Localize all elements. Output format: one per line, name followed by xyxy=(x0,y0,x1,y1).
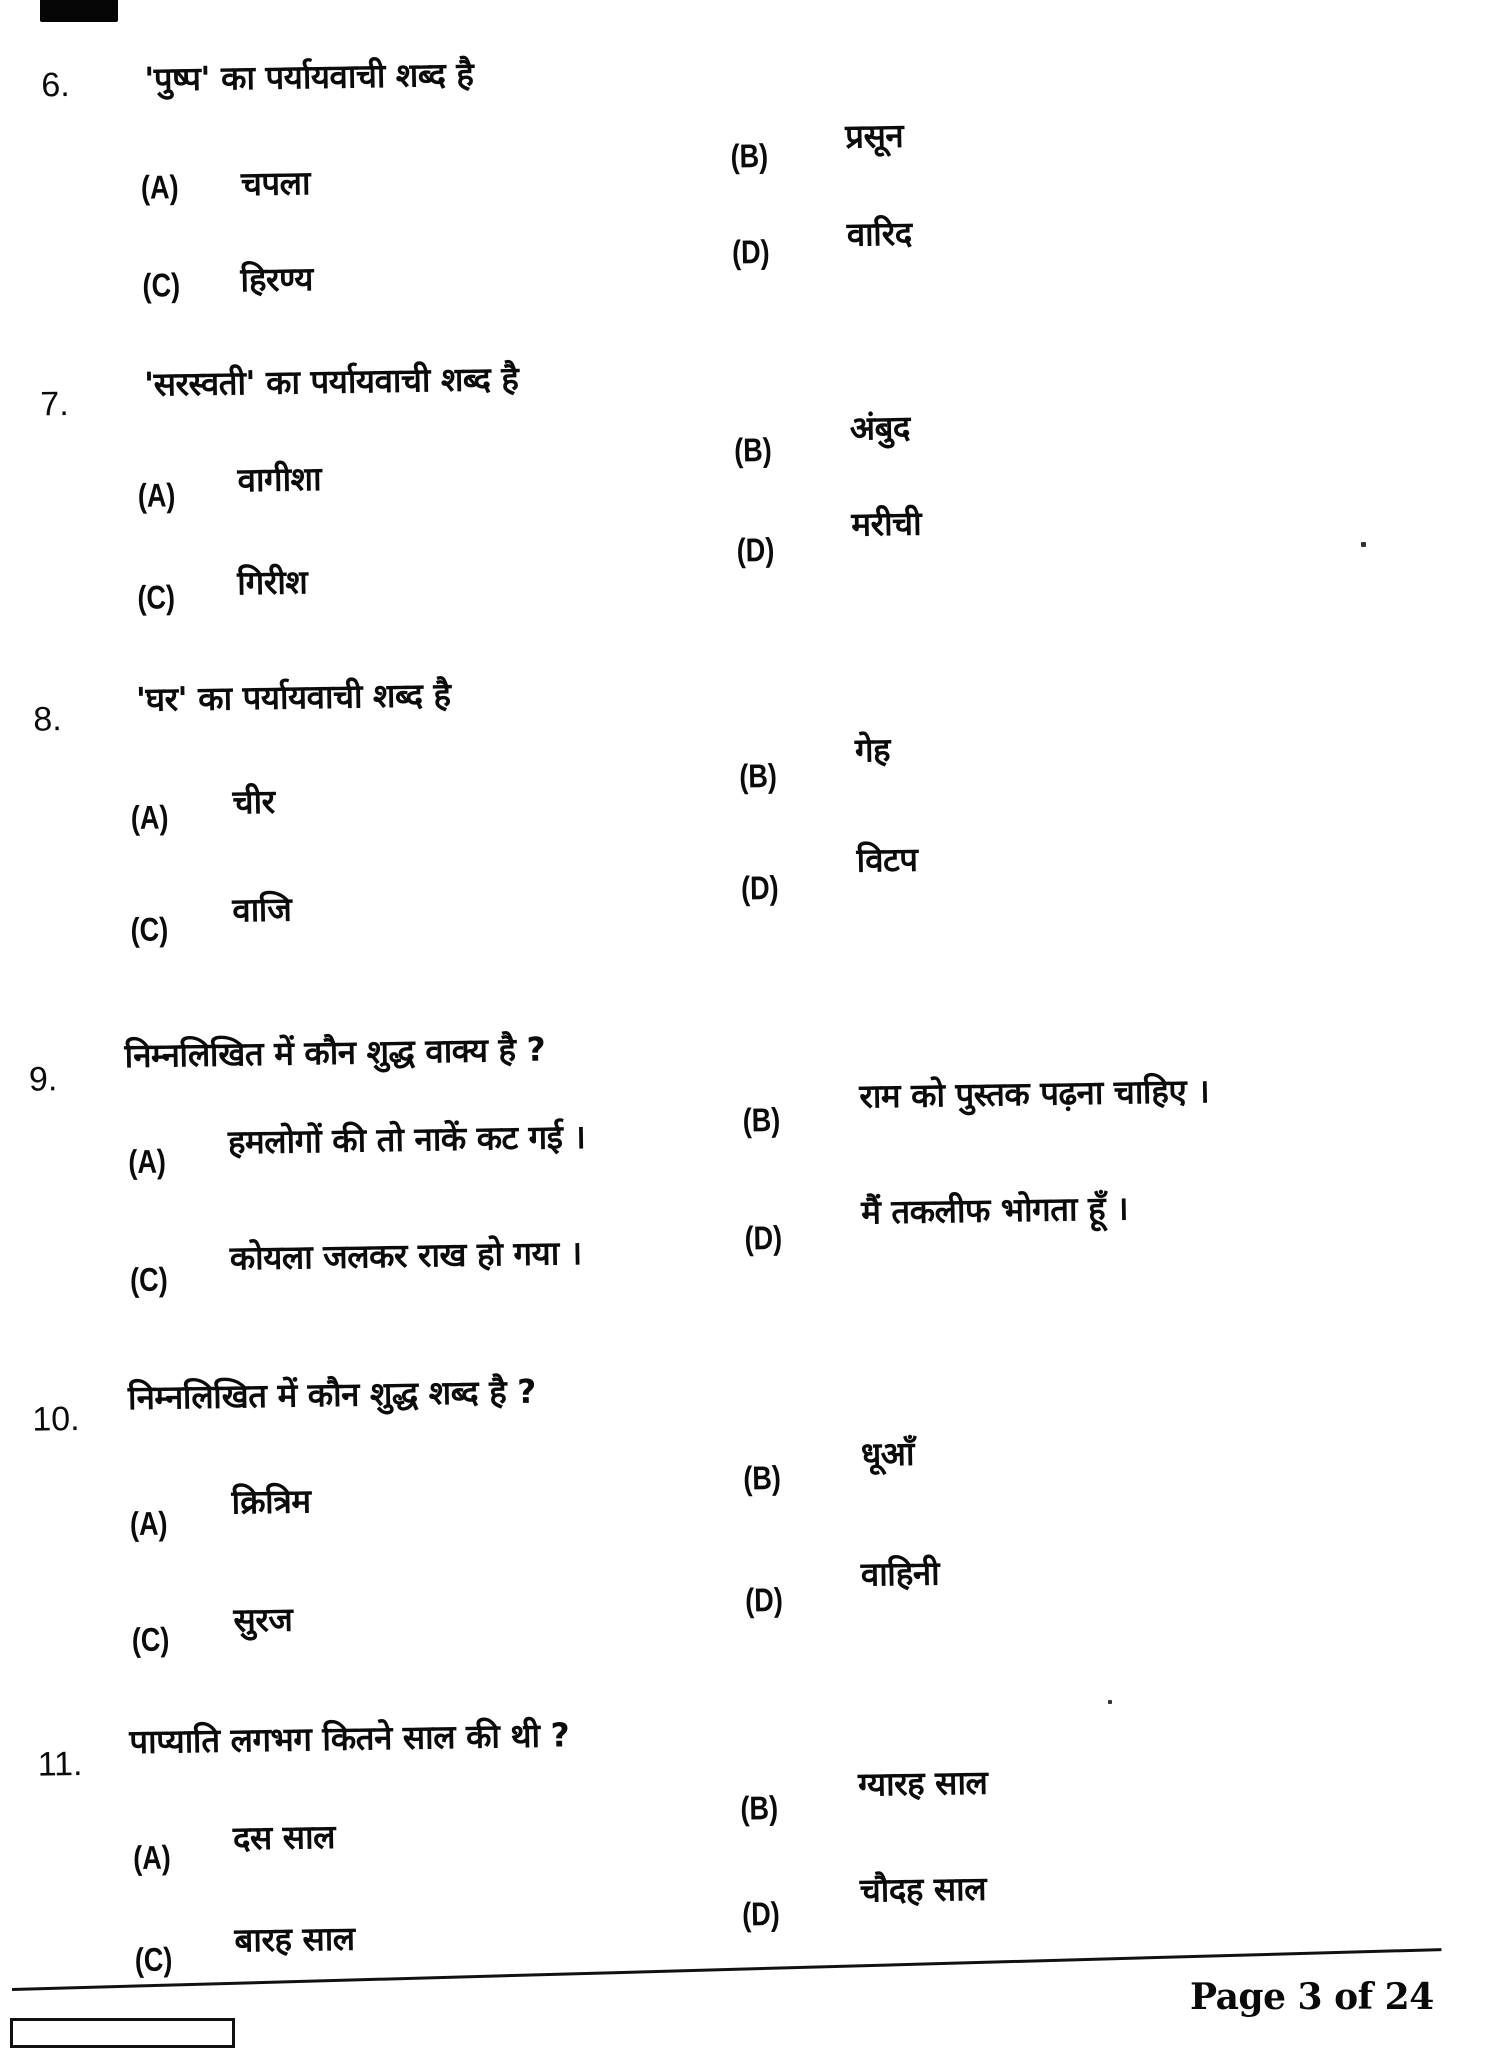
option-label: (C) xyxy=(134,1940,173,1979)
question-text: 'घर' का पर्यायवाची शब्द है xyxy=(135,675,451,719)
option-label: (B) xyxy=(730,136,769,175)
question-text: 'पुष्प' का पर्यायवाची शब्द है xyxy=(143,54,474,99)
option-b-text: गेह xyxy=(854,730,891,770)
booklet-code-box xyxy=(10,2018,235,2048)
option-d[interactable] xyxy=(742,1894,788,1935)
option-label: (C) xyxy=(137,578,176,616)
option-label: (D) xyxy=(741,1894,781,1933)
option-c[interactable] xyxy=(142,265,188,306)
option-a[interactable] xyxy=(137,475,183,516)
option-a-text: चपला xyxy=(240,163,311,204)
option-a[interactable] xyxy=(130,1503,176,1544)
option-label: (A) xyxy=(137,476,176,514)
option-d-text: वारिद xyxy=(846,213,913,254)
option-label: (A) xyxy=(127,1142,167,1181)
option-c[interactable] xyxy=(130,1259,176,1300)
option-c-text: वाजि xyxy=(232,889,292,930)
option-d-text: मरीची xyxy=(851,503,922,544)
corner-tab-marker xyxy=(40,0,118,22)
option-b-text: ग्यारह साल xyxy=(857,1762,988,1804)
option-d[interactable] xyxy=(732,232,778,273)
option-b[interactable] xyxy=(743,1458,789,1499)
option-b[interactable] xyxy=(742,1100,788,1141)
option-a-text: चीर xyxy=(232,781,275,822)
option-label: (A) xyxy=(130,798,169,837)
option-d[interactable] xyxy=(741,868,787,909)
option-label: (D) xyxy=(744,1580,784,1619)
option-label: (C) xyxy=(129,1260,168,1299)
option-d-text: चौदह साल xyxy=(859,1868,987,1910)
question-number: 10. xyxy=(32,1399,80,1439)
option-b-text: प्रसून xyxy=(844,115,904,156)
option-label: (B) xyxy=(738,756,778,795)
option-c[interactable] xyxy=(134,1939,180,1980)
option-b[interactable] xyxy=(740,1788,786,1829)
option-a-text: वागीशा xyxy=(237,459,322,500)
option-label: (B) xyxy=(743,1458,782,1497)
option-label: (D) xyxy=(744,1218,783,1257)
question-number: 7. xyxy=(40,384,70,424)
scan-speck xyxy=(1108,1700,1112,1704)
option-label: (D) xyxy=(736,530,775,569)
option-a[interactable] xyxy=(141,167,187,208)
option-d[interactable] xyxy=(745,1580,791,1621)
question-text: पाप्याति लगभग कितने साल की थी ? xyxy=(129,1715,570,1762)
question-number: 6. xyxy=(41,65,71,105)
option-c[interactable] xyxy=(131,1619,177,1660)
option-c-text: कोयला जलकर राख हो गया । xyxy=(229,1233,583,1278)
option-c-text: हिरण्य xyxy=(240,259,314,300)
option-a-text: क्रित्रिम xyxy=(231,1481,311,1522)
option-label: (D) xyxy=(740,868,779,907)
option-d-text: मैं तकलीफ भोगता हूँ । xyxy=(860,1188,1129,1232)
option-label: (C) xyxy=(142,266,181,304)
option-label: (C) xyxy=(131,1620,170,1659)
option-b-text: अंबुद xyxy=(849,407,911,448)
option-c-text: गिरीश xyxy=(236,562,308,603)
option-a-text: हमलोगों की तो नाकें कट गई । xyxy=(227,1116,586,1162)
option-c-text: बारह साल xyxy=(234,1918,355,1960)
option-label: (B) xyxy=(740,1789,779,1827)
option-label: (B) xyxy=(742,1100,781,1139)
option-label: (C) xyxy=(130,910,169,949)
option-a[interactable] xyxy=(131,797,177,838)
option-label: (D) xyxy=(731,232,770,271)
option-b[interactable] xyxy=(739,756,785,797)
question-text: निम्नलिखित में कौन शुद्ध वाक्य है ? xyxy=(124,1029,546,1076)
option-label: (B) xyxy=(733,430,773,469)
option-c[interactable] xyxy=(137,577,183,618)
option-a[interactable] xyxy=(128,1141,174,1182)
question-number: 9. xyxy=(28,1060,58,1099)
scan-speck xyxy=(1361,542,1366,547)
question-text: निम्नलिखित में कौन शुद्ध शब्द है ? xyxy=(127,1371,537,1418)
option-label: (A) xyxy=(140,168,179,206)
option-c-text: सुरज xyxy=(233,1599,293,1640)
page-indicator: Page 3 of 24 xyxy=(1190,1976,1434,2018)
option-b-text: धूआँ xyxy=(860,1433,915,1474)
option-d[interactable] xyxy=(736,530,782,571)
question-number: 11. xyxy=(37,1744,83,1784)
option-b[interactable] xyxy=(734,430,780,471)
question-number: 8. xyxy=(33,700,62,739)
option-b-text: राम को पुस्तक पढ़ना चाहिए । xyxy=(859,1071,1210,1116)
option-label: (A) xyxy=(129,1504,168,1543)
option-d[interactable] xyxy=(744,1218,790,1259)
option-d-text: वाहिनी xyxy=(860,1553,940,1594)
option-a[interactable] xyxy=(133,1837,179,1878)
option-c[interactable] xyxy=(130,909,176,950)
option-a-text: दस साल xyxy=(232,1816,336,1858)
option-label: (A) xyxy=(132,1838,172,1877)
option-b[interactable] xyxy=(730,136,776,177)
option-d-text: विटप xyxy=(856,839,918,880)
question-text: 'सरस्वती' का पर्यायवाची शब्द है xyxy=(143,358,519,404)
